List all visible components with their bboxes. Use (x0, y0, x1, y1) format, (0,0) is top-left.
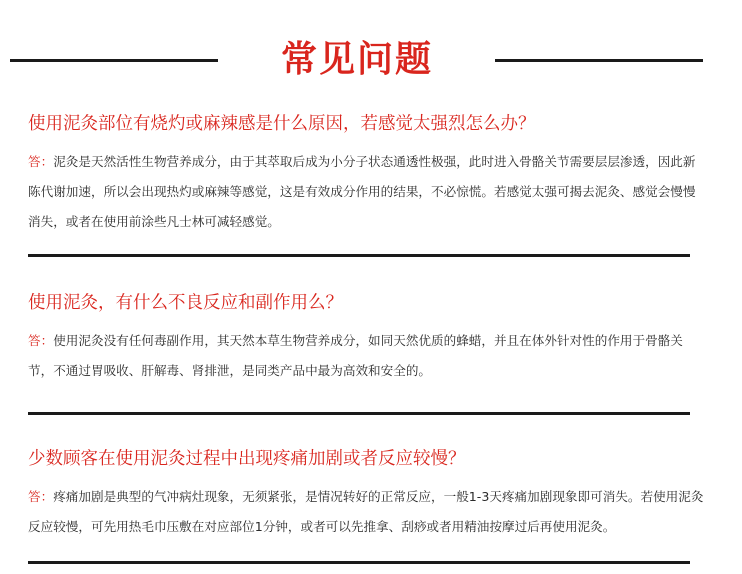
answer-label: 答： (28, 333, 54, 348)
answer-text: 泥灸是天然活性生物营养成分，由于其萃取后成为小分子状态通透性极强，此时进入骨骼关节需要层层渗透，因此新陈代谢加速，所以会出现热灼或麻辣等感觉，这是有效成分作用的结果，不必惊慌。若感觉太强可揭去泥灸、感觉会慢慢消失，或者在使用前涂些凡士林可减轻感觉。 (28, 154, 696, 229)
answer-text: 疼痛加剧是典型的气冲病灶现象，无须紧张，是情况转好的正常反应，一般1-3天疼痛加剧现象即可消失。若使用泥灸反应较慢，可先用热毛巾压敷在对应部位1分钟，或者可以先推拿、刮痧或者用精油按摩过后再使用泥灸。 (28, 489, 704, 534)
faq-item-1 (28, 111, 708, 237)
page-title: 常见问题 (280, 39, 433, 80)
answer-text: 使用泥灸没有任何毒副作用，其天然本草生物营养成分，如同天然优质的蜂蜡，并且在体外针对性的作用于骨骼关节，不通过胃吸收、肝解毒、肾排泄，是同类产品中最为高效和安全的。 (28, 333, 683, 378)
section-divider (28, 412, 690, 415)
faq-item-2 (28, 290, 708, 386)
faq-answer (28, 482, 708, 542)
faq-question: 使用泥灸，有什么不良反应和副作用么？ (28, 293, 343, 313)
faq-header (0, 30, 742, 90)
faq-item-3 (28, 446, 708, 542)
header-divider-right (495, 59, 703, 62)
faq-answer (28, 147, 708, 237)
faq-question: 少数顾客在使用泥灸过程中出现疼痛加剧或者反应较慢？ (28, 449, 466, 469)
section-divider (28, 254, 690, 257)
faq-answer (28, 326, 708, 386)
answer-label: 答： (28, 154, 54, 169)
answer-label: 答： (28, 489, 54, 504)
section-divider (28, 561, 690, 564)
faq-question: 使用泥灸部位有烧灼或麻辣感是什么原因，若感觉太强烈怎么办？ (28, 114, 536, 134)
header-divider-left (10, 59, 218, 62)
